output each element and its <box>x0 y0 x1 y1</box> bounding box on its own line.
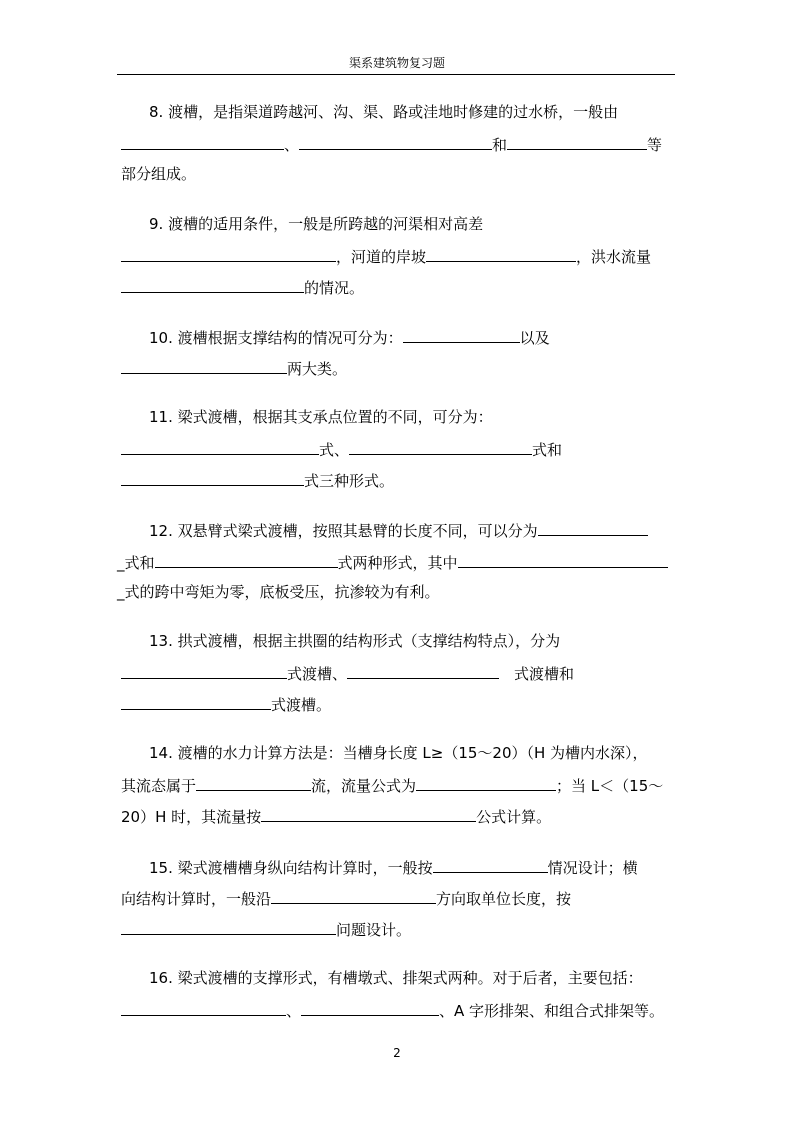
q8-tail: 等 <box>647 136 663 154</box>
answer-blank[interactable] <box>271 887 436 904</box>
q15-text-3: 向结构计算时，一般沿 <box>121 890 272 908</box>
answer-blank[interactable] <box>121 357 287 374</box>
q14-text-2: 其流态属于 <box>121 777 197 795</box>
answer-blank[interactable] <box>121 469 304 486</box>
answer-blank[interactable] <box>121 693 271 710</box>
answer-blank[interactable] <box>538 519 648 536</box>
answer-blank[interactable] <box>155 551 338 568</box>
answer-blank[interactable] <box>416 774 556 791</box>
header-title: 渠系建筑物复习题 <box>348 56 445 70</box>
q8-text: 8. 渡槽，是指渠道跨越河、沟、渠、路或洼地时修建的过水桥，一般由 <box>149 103 619 121</box>
q8-ending: 部分组成。 <box>121 165 197 183</box>
q8-and: 和 <box>492 136 508 154</box>
answer-blank[interactable] <box>301 999 439 1016</box>
answer-blank[interactable] <box>433 856 548 873</box>
q9-text-3: ，洪水流量 <box>576 248 652 266</box>
q8-line-3 <box>121 164 196 184</box>
answer-blank[interactable] <box>349 438 532 455</box>
q10-text: 10. 渡槽根据支撑结构的情况可分为： <box>149 329 403 347</box>
q11-text-3: 式和 <box>532 441 563 459</box>
q9-text-4: 的情况。 <box>304 279 365 297</box>
q15-text-4: 方向取单位长度，按 <box>436 890 572 908</box>
q11-text-2: 式、 <box>319 441 350 459</box>
q14-line-3 <box>121 805 551 827</box>
answer-blank[interactable] <box>426 245 576 262</box>
answer-blank[interactable] <box>121 438 319 455</box>
q16-line-2 <box>121 999 664 1021</box>
q14-text-4: ；当 L＜（15～ <box>556 777 664 795</box>
answer-blank[interactable] <box>121 133 284 150</box>
q13-line-1 <box>149 631 560 651</box>
q12-text-3: 式两种形式，其中 <box>337 554 458 572</box>
q12-line-3 <box>117 582 440 602</box>
answer-blank[interactable] <box>121 918 336 935</box>
q9-text-2: ，河道的岸坡 <box>336 248 427 266</box>
q9-text: 9. 渡槽的适用条件，一般是所跨越的河渠相对高差 <box>149 215 484 233</box>
q10-line-1 <box>149 326 550 348</box>
q13-text: 13. 拱式渡槽，根据主拱圈的结构形式（支撑结构特点），分为 <box>149 632 561 650</box>
answer-blank[interactable] <box>261 805 476 822</box>
q11-text: 11. 梁式渡槽，根据其支承点位置的不同，可分为： <box>149 408 493 426</box>
q11-line-1 <box>149 407 493 427</box>
q13-text-4: 式渡槽。 <box>271 696 332 714</box>
answer-blank[interactable] <box>299 133 492 150</box>
q10-text-3: 两大类。 <box>287 360 348 378</box>
q13-text-2: 式渡槽、 <box>287 665 348 683</box>
answer-blank[interactable] <box>121 276 304 293</box>
answer-blank[interactable] <box>403 326 520 343</box>
answer-blank[interactable] <box>121 999 286 1016</box>
q12-line-1 <box>149 519 648 541</box>
q8-separator: 、 <box>284 136 300 154</box>
q9-line-2 <box>121 245 651 267</box>
q14-line-2 <box>121 774 663 796</box>
q15-line-3 <box>121 918 411 940</box>
q9-line-3 <box>121 276 364 298</box>
q12-line-2 <box>117 551 668 573</box>
q16-text: 16. 梁式渡槽的支撑形式，有槽墩式、排架式两种。对于后者，主要包括： <box>149 969 643 987</box>
q13-line-3 <box>121 693 331 715</box>
q14-text-3: 流，流量公式为 <box>311 777 417 795</box>
header-divider <box>117 74 675 75</box>
q15-text-2: 情况设计；横 <box>547 859 638 877</box>
q14-text-5: 20）H 时，其流量按 <box>121 808 262 826</box>
answer-blank[interactable] <box>507 133 647 150</box>
q11-line-2 <box>121 438 562 460</box>
q8-line-1 <box>149 102 618 122</box>
q13-line-2 <box>121 662 574 684</box>
q10-text-2: 以及 <box>519 329 550 347</box>
q16-line-1 <box>149 968 643 988</box>
answer-blank[interactable] <box>347 662 499 679</box>
q15-line-2 <box>121 887 571 909</box>
q12-text-2: _式和 <box>117 554 155 572</box>
q15-text-5: 问题设计。 <box>336 921 412 939</box>
q11-line-3 <box>121 469 394 491</box>
q8-line-2 <box>121 133 662 155</box>
answer-blank[interactable] <box>121 245 336 262</box>
q15-line-1 <box>149 856 638 878</box>
q13-text-3: 式渡槽和 <box>514 665 575 683</box>
q14-text-6: 公式计算。 <box>476 808 552 826</box>
answer-blank[interactable] <box>121 662 287 679</box>
q16-text-2: 、A 字形排架、和组合式排架等。 <box>439 1002 665 1020</box>
q14-text: 14. 渡槽的水力计算方法是：当槽身长度 L≥（15～20）（H 为槽内水深）， <box>149 744 648 762</box>
q14-line-1 <box>149 743 648 763</box>
answer-blank[interactable] <box>196 774 311 791</box>
q10-line-2 <box>121 357 347 379</box>
q9-line-1 <box>149 214 483 234</box>
page-number: 2 <box>393 1046 401 1060</box>
q15-text: 15. 梁式渡槽槽身纵向结构计算时，一般按 <box>149 859 433 877</box>
q11-text-4: 式三种形式。 <box>304 472 395 490</box>
q16-separator: 、 <box>286 1002 302 1020</box>
q12-text-4: _式的跨中弯矩为零，底板受压，抗渗较为有利。 <box>117 583 440 601</box>
q12-text: 12. 双悬臂式梁式渡槽，按照其悬臂的长度不同，可以分为 <box>149 522 538 540</box>
answer-blank[interactable] <box>458 551 668 568</box>
